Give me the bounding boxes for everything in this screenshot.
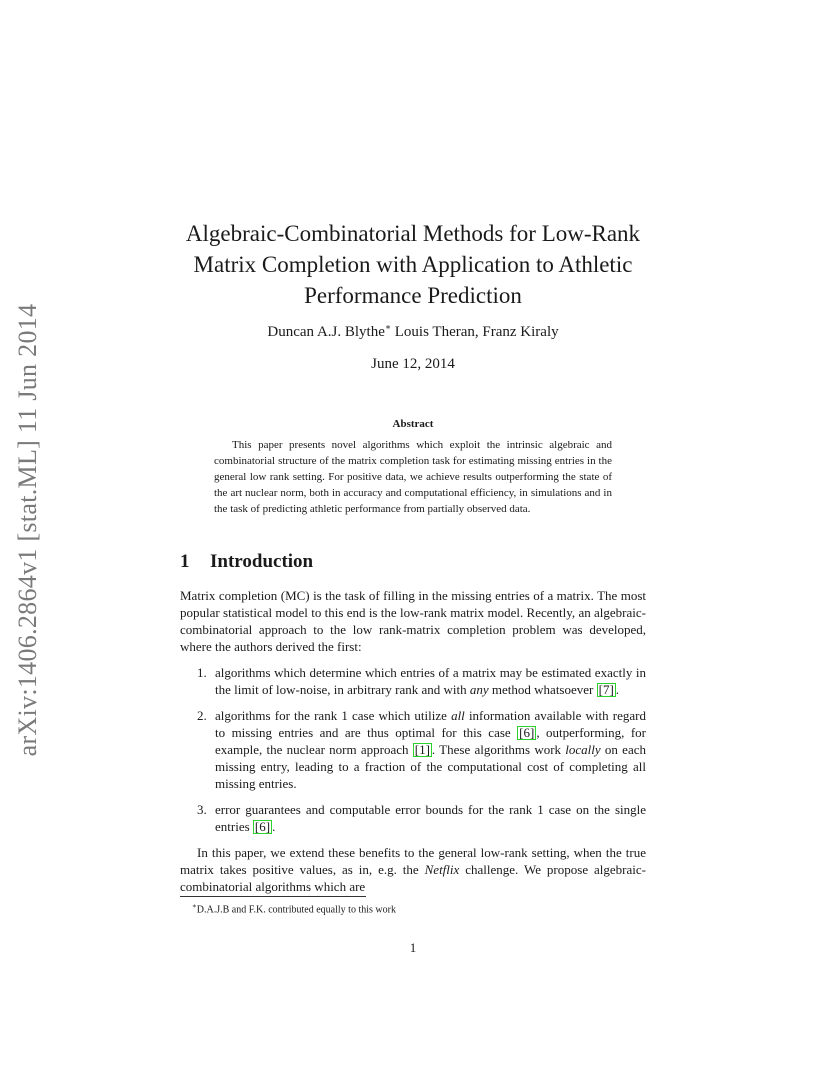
citation-link[interactable]: [1] bbox=[414, 742, 430, 757]
list-text: method whatsoever bbox=[488, 682, 597, 697]
list-text: algorithms for the rank 1 case which utilize bbox=[215, 708, 452, 723]
citation-link[interactable]: [7] bbox=[598, 682, 614, 697]
emphasis: locally bbox=[565, 742, 601, 757]
list-number: 1. bbox=[197, 665, 207, 680]
paragraph-text: challenge. We propose algebraic-combinatorial algorithms which are bbox=[180, 862, 646, 894]
author-list bbox=[180, 322, 646, 341]
citation-link[interactable]: [6] bbox=[519, 725, 535, 740]
list-text: . bbox=[615, 682, 620, 697]
abstract-body: This paper presents novel algorithms which exploit the intrinsic algebraic and combinatorial structure of the matrix completion task for estimating missing entries in the general low rank setting. For positive data, we achieve results outperforming the state of the art nuclear norm, both in accuracy and computational efficiency, in simulations and in the task of predicting athletic performance from partially observed data. bbox=[214, 439, 612, 515]
paper-title bbox=[150, 218, 676, 311]
footnote-text: D.A.J.B and F.K. contributed equally to this work bbox=[196, 904, 396, 916]
list-text: , outperforming, for example, the nuclear norm approach bbox=[215, 725, 646, 757]
author-names: Louis Theran, Franz Kiraly bbox=[391, 324, 559, 340]
citation-link[interactable]: [6] bbox=[254, 819, 271, 834]
title-line: Matrix Completion with Application to Athletic bbox=[193, 252, 633, 277]
section-title: Introduction bbox=[210, 551, 314, 572]
paper-date: June 12, 2014 bbox=[371, 356, 455, 372]
abstract-heading: Abstract bbox=[392, 418, 434, 430]
contribution-list bbox=[180, 664, 646, 835]
emphasis: all bbox=[451, 708, 465, 723]
emphasis: any bbox=[469, 682, 489, 697]
list-text: information available with regard to missing entries and are thus optimal for this case bbox=[215, 708, 646, 740]
intro-paragraph: Matrix completion (MC) is the task of filling in the missing entries of a matrix. The most popular statistical model to this end is the low-rank matrix model. Recently, an algebraic-combinatorial approach to the low rank-matrix completion problem was developed, where the authors derived the first: bbox=[180, 588, 646, 654]
list-text: . These algorithms work bbox=[431, 742, 566, 757]
list-item bbox=[180, 664, 646, 698]
list-number: 2. bbox=[197, 708, 207, 723]
paragraph-text: In this paper, we extend these benefits to the general low-rank setting, when the true matrix takes positive values, as in, e.g. the bbox=[180, 845, 646, 877]
list-item bbox=[180, 707, 646, 792]
list-number: 3. bbox=[197, 802, 207, 817]
list-text: . bbox=[272, 819, 276, 834]
title-line: Performance Prediction bbox=[304, 283, 522, 308]
footnote bbox=[180, 902, 396, 915]
section-heading bbox=[180, 551, 313, 573]
author-name: Duncan A.J. Blythe bbox=[267, 324, 385, 340]
footnote-mark: ∗ bbox=[384, 322, 392, 332]
list-text: on each missing entry, leading to a fraction of the computational cost of completing all missing entries. bbox=[215, 742, 646, 791]
list-item bbox=[180, 801, 646, 835]
page-number: 1 bbox=[409, 940, 417, 955]
section-number: 1 bbox=[180, 551, 190, 572]
body-paragraph bbox=[180, 844, 646, 895]
arxiv-sidebar-stamp bbox=[8, 290, 48, 770]
footnote-mark: ∗ bbox=[192, 902, 197, 910]
list-text: error guarantees and computable error bounds for the rank 1 case on the single entries bbox=[215, 802, 646, 834]
arxiv-identifier: arXiv:1406.2864v1 [stat.ML] 11 Jun 2014 bbox=[13, 303, 42, 757]
footnote-divider bbox=[180, 896, 366, 897]
emphasis: Netflix bbox=[424, 862, 460, 877]
list-text: algorithms which determine which entries of a matrix may be estimated exactly in the limit of low-noise, in arbitrary rank and with bbox=[215, 665, 646, 697]
title-line: Algebraic-Combinatorial Methods for Low-Rank bbox=[185, 221, 641, 246]
